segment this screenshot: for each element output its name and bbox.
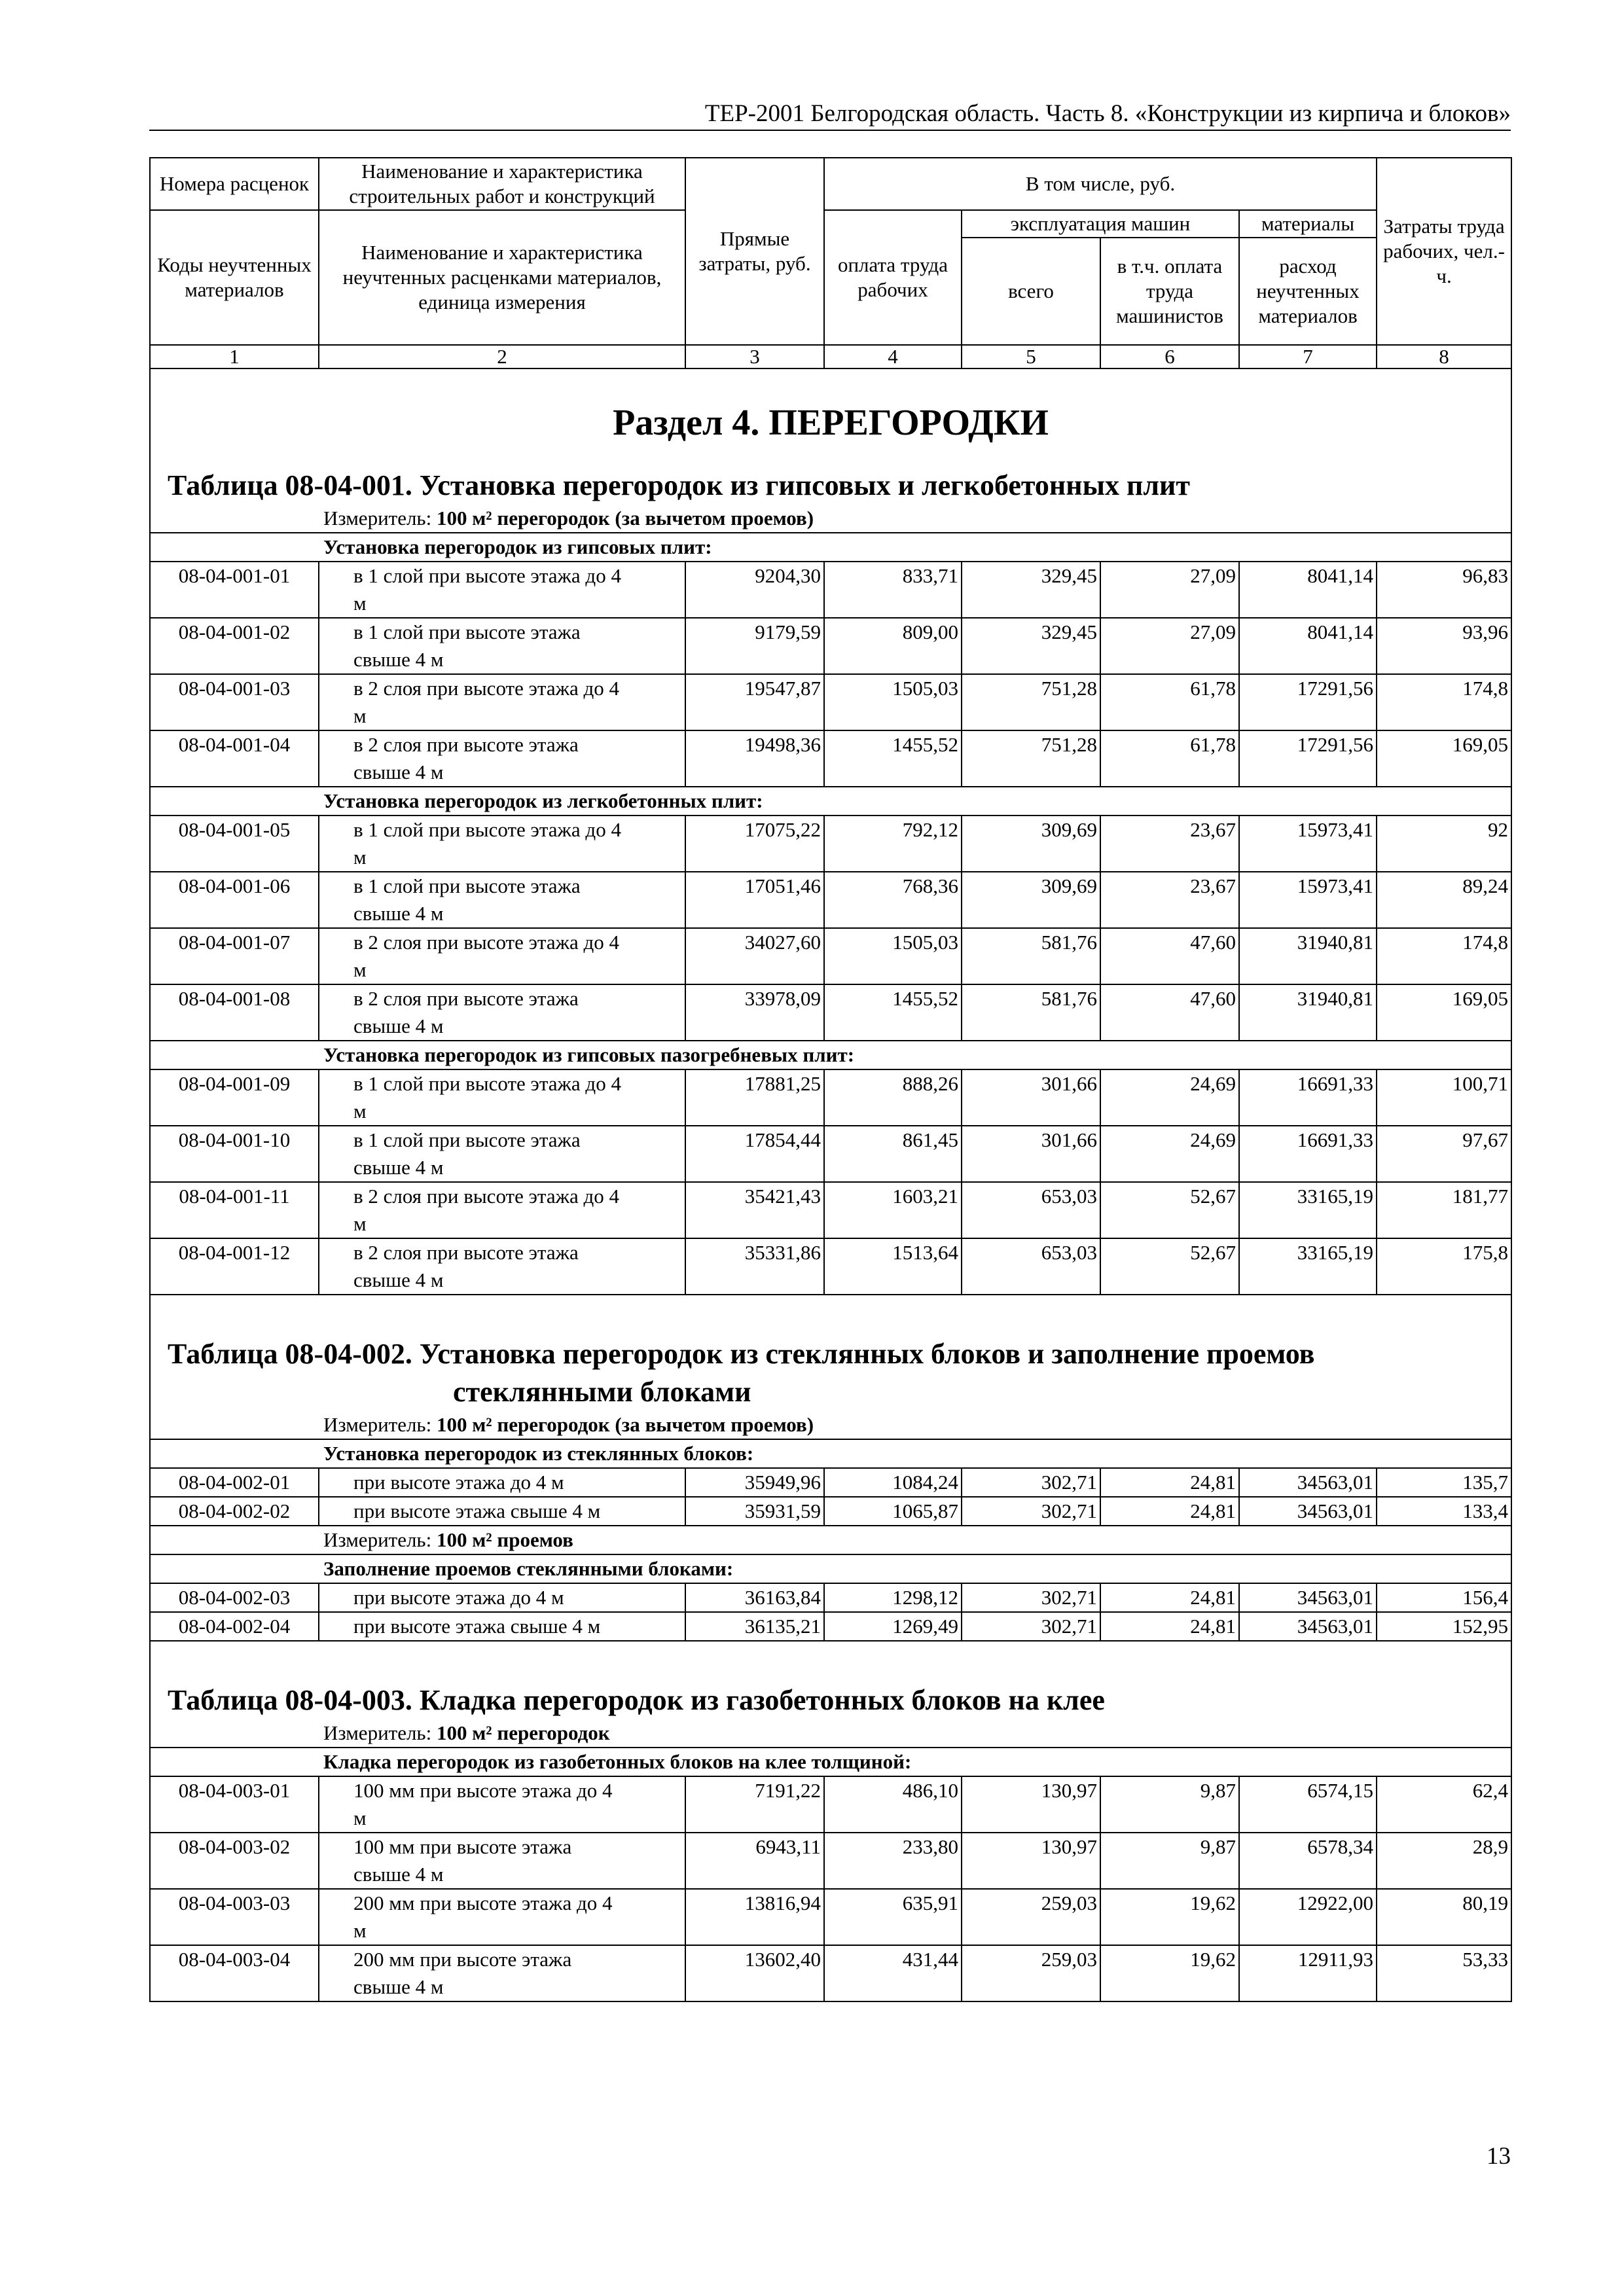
- value-mat: 34563,01: [1239, 1583, 1377, 1612]
- rate-code: 08-04-002-02: [150, 1497, 319, 1526]
- work-name: [319, 928, 685, 984]
- measure-value: 100 м² перегородок (за вычетом проемов): [436, 1413, 814, 1436]
- value-mat: 6574,15: [1239, 1776, 1377, 1833]
- value-mach-labor: 61,78: [1100, 730, 1239, 787]
- work-name-line: свыше 4 м: [353, 1268, 444, 1291]
- table-row: [150, 984, 1511, 1041]
- value-labor: 1455,52: [824, 984, 962, 1041]
- value-mach-labor: 23,67: [1100, 872, 1239, 928]
- col-number: 4: [824, 345, 962, 368]
- table-row: [150, 674, 1511, 730]
- table-row: [150, 1497, 1511, 1526]
- value-direct: 36163,84: [685, 1583, 824, 1612]
- value-mat: 31940,81: [1239, 928, 1377, 984]
- value-mach: 581,76: [962, 928, 1100, 984]
- rate-code: 08-04-001-10: [150, 1126, 319, 1182]
- value-hours: 89,24: [1377, 872, 1511, 928]
- value-labor: 1513,64: [824, 1238, 962, 1295]
- col-number: 2: [319, 345, 685, 368]
- value-mach-labor: 27,09: [1100, 562, 1239, 618]
- value-mach-labor: 23,67: [1100, 816, 1239, 872]
- value-hours: 93,96: [1377, 618, 1511, 674]
- work-name-line: м: [353, 1919, 367, 1942]
- work-name-line: м: [353, 846, 367, 869]
- value-direct: 17075,22: [685, 816, 824, 872]
- work-name-line: в 1 слой при высоте этажа до 4: [353, 564, 621, 587]
- value-hours: 152,95: [1377, 1612, 1511, 1641]
- table-row: [150, 1612, 1511, 1641]
- value-mach: 302,71: [962, 1612, 1100, 1641]
- value-hours: 156,4: [1377, 1583, 1511, 1612]
- value-mat: 12922,00: [1239, 1889, 1377, 1945]
- work-name-line: при высоте этажа свыше 4 м: [353, 1615, 601, 1638]
- work-name: [319, 674, 685, 730]
- table-row: [150, 1776, 1511, 1833]
- work-name: [319, 1069, 685, 1126]
- page-number: 13: [1487, 2143, 1511, 2170]
- work-name-line: в 2 слоя при высоте этажа: [353, 1241, 579, 1264]
- work-name-line: м: [353, 1212, 367, 1235]
- running-header: ТЕР-2001 Белгородская область. Часть 8. «Конструкции из кирпича и блоков»: [704, 100, 1511, 127]
- value-mach: 301,66: [962, 1069, 1100, 1126]
- value-direct: 35421,43: [685, 1182, 824, 1238]
- work-name-line: 100 мм при высоте этажа: [353, 1835, 572, 1858]
- value-mach: 653,03: [962, 1182, 1100, 1238]
- rate-code: 08-04-001-01: [150, 562, 319, 618]
- value-direct: 9179,59: [685, 618, 824, 674]
- rate-code: 08-04-001-06: [150, 872, 319, 928]
- value-direct: 19547,87: [685, 674, 824, 730]
- measure-value: 100 м² перегородок (за вычетом проемов): [436, 507, 814, 529]
- col-number: 6: [1100, 345, 1239, 368]
- table-row: [150, 928, 1511, 984]
- work-name: [319, 872, 685, 928]
- value-mach: 259,03: [962, 1889, 1100, 1945]
- col5-header: всего: [962, 238, 1100, 345]
- measure-row: [150, 1719, 1511, 1748]
- table-title-row: [150, 1641, 1511, 1719]
- measure-value: 100 м² перегородок: [436, 1721, 610, 1744]
- value-mat: 34563,01: [1239, 1497, 1377, 1526]
- work-name: [319, 1468, 685, 1497]
- work-name-line: при высоте этажа до 4 м: [353, 1471, 564, 1494]
- section-title: Раздел 4. ПЕРЕГОРОДКИ: [613, 403, 1049, 443]
- table-row: [150, 1126, 1511, 1182]
- value-direct: 35949,96: [685, 1468, 824, 1497]
- value-hours: 181,77: [1377, 1182, 1511, 1238]
- work-name-line: в 1 слой при высоте этажа: [353, 874, 581, 897]
- value-direct: 33978,09: [685, 984, 824, 1041]
- col2-header-top: Наименование и характеристика строительных работ и конструкций: [319, 158, 685, 210]
- rate-code: 08-04-001-04: [150, 730, 319, 787]
- work-name-line: м: [353, 592, 367, 615]
- value-mach-labor: 52,67: [1100, 1238, 1239, 1295]
- table-title-row: [150, 1295, 1511, 1373]
- rate-code: 08-04-003-02: [150, 1833, 319, 1889]
- value-hours: 53,33: [1377, 1945, 1511, 2001]
- col1-header-top: Номера расценок: [150, 158, 319, 210]
- work-name-line: в 2 слоя при высоте этажа: [353, 987, 579, 1010]
- table-row: [150, 1583, 1511, 1612]
- value-mat: 12911,93: [1239, 1945, 1377, 2001]
- value-mach-labor: 52,67: [1100, 1182, 1239, 1238]
- value-direct: 13602,40: [685, 1945, 824, 2001]
- rate-code: 08-04-002-03: [150, 1583, 319, 1612]
- value-labor: 431,44: [824, 1945, 962, 2001]
- work-name-line: в 1 слой при высоте этажа: [353, 1128, 581, 1151]
- group-header-row: [150, 787, 1511, 816]
- machines-header: эксплуатация машин: [962, 210, 1239, 238]
- value-mach-labor: 9,87: [1100, 1776, 1239, 1833]
- work-name-line: в 2 слоя при высоте этажа: [353, 733, 579, 756]
- work-name: [319, 984, 685, 1041]
- work-name-line: свыше 4 м: [353, 1863, 444, 1886]
- value-mach: 302,71: [962, 1497, 1100, 1526]
- value-mach-labor: 47,60: [1100, 984, 1239, 1041]
- value-mach: 130,97: [962, 1776, 1100, 1833]
- value-hours: 174,8: [1377, 928, 1511, 984]
- work-name: [319, 1612, 685, 1641]
- value-labor: 233,80: [824, 1833, 962, 1889]
- value-hours: 133,4: [1377, 1497, 1511, 1526]
- value-mat: 33165,19: [1239, 1182, 1377, 1238]
- value-mach: 581,76: [962, 984, 1100, 1041]
- col7-header: расход неучтенных материалов: [1239, 238, 1377, 345]
- measure-label: Измеритель:: [323, 1413, 432, 1436]
- incl-header: В том числе, руб.: [824, 158, 1377, 210]
- value-mat: 31940,81: [1239, 984, 1377, 1041]
- value-labor: 792,12: [824, 816, 962, 872]
- measure-label: Измеритель:: [323, 507, 432, 529]
- work-name-line: м: [353, 958, 367, 981]
- group-header-row: [150, 1554, 1511, 1583]
- measure-label: Измеритель:: [323, 1528, 432, 1551]
- value-mat: 16691,33: [1239, 1126, 1377, 1182]
- table-row: [150, 1833, 1511, 1889]
- value-mach-labor: 9,87: [1100, 1833, 1239, 1889]
- table-title: Таблица 08-04-001. Установка перегородок из гипсовых и легкобетонных плит: [168, 469, 1190, 501]
- value-hours: 28,9: [1377, 1833, 1511, 1889]
- table-row: [150, 872, 1511, 928]
- rate-code: 08-04-001-07: [150, 928, 319, 984]
- measure-row: [150, 1411, 1511, 1439]
- value-mach: 653,03: [962, 1238, 1100, 1295]
- col3-header: Прямые затраты, руб.: [685, 158, 824, 345]
- rate-code: 08-04-001-09: [150, 1069, 319, 1126]
- value-hours: 100,71: [1377, 1069, 1511, 1126]
- work-name-line: в 2 слоя при высоте этажа до 4: [353, 677, 620, 700]
- work-name-line: м: [353, 1100, 367, 1122]
- rate-code: 08-04-001-11: [150, 1182, 319, 1238]
- value-mat: 8041,14: [1239, 618, 1377, 674]
- value-direct: 35331,86: [685, 1238, 824, 1295]
- work-name: [319, 1126, 685, 1182]
- table-row: [150, 618, 1511, 674]
- rate-code: 08-04-003-01: [150, 1776, 319, 1833]
- work-name-line: 200 мм при высоте этажа: [353, 1948, 572, 1971]
- value-mach-labor: 24,81: [1100, 1583, 1239, 1612]
- value-labor: 888,26: [824, 1069, 962, 1126]
- table-row: [150, 1468, 1511, 1497]
- value-labor: 1505,03: [824, 928, 962, 984]
- work-name-line: в 1 слой при высоте этажа до 4: [353, 1072, 621, 1095]
- measure-row: [150, 505, 1511, 533]
- value-labor: 1269,49: [824, 1612, 962, 1641]
- value-direct: 19498,36: [685, 730, 824, 787]
- value-hours: 135,7: [1377, 1468, 1511, 1497]
- table-row: [150, 562, 1511, 618]
- col6-header: в т.ч. оплата труда машинистов: [1100, 238, 1239, 345]
- work-name-line: в 2 слоя при высоте этажа до 4: [353, 1185, 620, 1208]
- col-number: 8: [1377, 345, 1511, 368]
- value-mach: 309,69: [962, 816, 1100, 872]
- value-mat: 6578,34: [1239, 1833, 1377, 1889]
- value-direct: 17051,46: [685, 872, 824, 928]
- work-name: [319, 1833, 685, 1889]
- value-mach-labor: 24,69: [1100, 1069, 1239, 1126]
- col2-header-bottom: Наименование и характеристика неучтенных расценками материалов, единица измерения: [319, 210, 685, 345]
- value-labor: 809,00: [824, 618, 962, 674]
- value-mat: 8041,14: [1239, 562, 1377, 618]
- value-hours: 80,19: [1377, 1889, 1511, 1945]
- value-mach: 302,71: [962, 1583, 1100, 1612]
- rate-code: 08-04-003-03: [150, 1889, 319, 1945]
- col-number: 5: [962, 345, 1100, 368]
- value-mat: 17291,56: [1239, 730, 1377, 787]
- value-hours: 92: [1377, 816, 1511, 872]
- work-name-line: свыше 4 м: [353, 1014, 444, 1037]
- value-hours: 96,83: [1377, 562, 1511, 618]
- value-mach-labor: 61,78: [1100, 674, 1239, 730]
- work-name: [319, 618, 685, 674]
- value-hours: 174,8: [1377, 674, 1511, 730]
- value-labor: 768,36: [824, 872, 962, 928]
- table-row: [150, 1069, 1511, 1126]
- work-name: [319, 1776, 685, 1833]
- col-number: 3: [685, 345, 824, 368]
- column-numbers-row: [150, 345, 1511, 368]
- work-name-line: м: [353, 1806, 367, 1829]
- rate-code: 08-04-001-08: [150, 984, 319, 1041]
- work-name: [319, 562, 685, 618]
- table-title: Таблица 08-04-003. Кладка перегородок из газобетонных блоков на клее: [168, 1684, 1105, 1716]
- value-hours: 62,4: [1377, 1776, 1511, 1833]
- work-name-line: в 2 слоя при высоте этажа до 4: [353, 931, 620, 954]
- table-row: [150, 1182, 1511, 1238]
- value-labor: 1505,03: [824, 674, 962, 730]
- value-labor: 1065,87: [824, 1497, 962, 1526]
- work-name: [319, 730, 685, 787]
- table-row: [150, 1945, 1511, 2001]
- col-number: 1: [150, 345, 319, 368]
- value-labor: 1455,52: [824, 730, 962, 787]
- value-labor: 833,71: [824, 562, 962, 618]
- value-mach: 259,03: [962, 1945, 1100, 2001]
- table-title-row: [150, 452, 1511, 505]
- measure-value: 100 м² проемов: [436, 1528, 573, 1551]
- work-name: [319, 1945, 685, 2001]
- group-header-row: [150, 533, 1511, 562]
- value-direct: 9204,30: [685, 562, 824, 618]
- col-number: 7: [1239, 345, 1377, 368]
- value-mach: 751,28: [962, 730, 1100, 787]
- value-mach: 130,97: [962, 1833, 1100, 1889]
- value-mach-labor: 24,81: [1100, 1612, 1239, 1641]
- work-name: [319, 816, 685, 872]
- materials-header: материалы: [1239, 210, 1377, 238]
- work-name-line: при высоте этажа свыше 4 м: [353, 1499, 601, 1522]
- col1-header-bottom: Коды неучтенных материалов: [150, 210, 319, 345]
- rate-code: 08-04-001-05: [150, 816, 319, 872]
- value-labor: 635,91: [824, 1889, 962, 1945]
- value-labor: 1603,21: [824, 1182, 962, 1238]
- header-divider: [149, 130, 1511, 131]
- value-mat: 15973,41: [1239, 816, 1377, 872]
- value-direct: 35931,59: [685, 1497, 824, 1526]
- group-label: Кладка перегородок из газобетонных блоков на клее толщиной:: [150, 1748, 1511, 1776]
- value-mach-labor: 19,62: [1100, 1889, 1239, 1945]
- rate-code: 08-04-002-01: [150, 1468, 319, 1497]
- work-name-line: свыше 4 м: [353, 648, 444, 671]
- table-title-row: [150, 1373, 1511, 1411]
- rate-code: 08-04-001-02: [150, 618, 319, 674]
- group-label: Установка перегородок из легкобетонных плит:: [150, 787, 1511, 816]
- group-header-row: [150, 1041, 1511, 1069]
- value-mach-labor: 24,81: [1100, 1468, 1239, 1497]
- value-labor: 861,45: [824, 1126, 962, 1182]
- col8-header: Затраты труда рабочих, чел.-ч.: [1377, 158, 1511, 345]
- value-mat: 16691,33: [1239, 1069, 1377, 1126]
- work-name: [319, 1182, 685, 1238]
- rate-code: 08-04-002-04: [150, 1612, 319, 1641]
- value-direct: 17881,25: [685, 1069, 824, 1126]
- value-mach: 329,45: [962, 618, 1100, 674]
- rates-table: [149, 157, 1512, 2002]
- value-mach-labor: 27,09: [1100, 618, 1239, 674]
- table-row: [150, 1238, 1511, 1295]
- work-name-line: свыше 4 м: [353, 761, 444, 783]
- value-hours: 169,05: [1377, 730, 1511, 787]
- measure-label: Измеритель:: [323, 1721, 432, 1744]
- value-mach-labor: 24,69: [1100, 1126, 1239, 1182]
- value-direct: 34027,60: [685, 928, 824, 984]
- work-name: [319, 1889, 685, 1945]
- value-mat: 33165,19: [1239, 1238, 1377, 1295]
- work-name-line: 100 мм при высоте этажа до 4: [353, 1779, 613, 1802]
- table-row: [150, 816, 1511, 872]
- rate-code: 08-04-003-04: [150, 1945, 319, 2001]
- value-direct: 7191,22: [685, 1776, 824, 1833]
- group-label: Установка перегородок из стеклянных блоков:: [150, 1439, 1511, 1468]
- table-row: [150, 1889, 1511, 1945]
- value-direct: 6943,11: [685, 1833, 824, 1889]
- work-name-line: в 1 слой при высоте этажа до 4: [353, 818, 621, 841]
- value-direct: 36135,21: [685, 1612, 824, 1641]
- value-mach: 751,28: [962, 674, 1100, 730]
- rate-code: 08-04-001-12: [150, 1238, 319, 1295]
- group-label: Установка перегородок из гипсовых плит:: [150, 533, 1511, 562]
- value-mat: 34563,01: [1239, 1468, 1377, 1497]
- col4-header: оплата труда рабочих: [824, 210, 962, 345]
- work-name: [319, 1583, 685, 1612]
- value-direct: 13816,94: [685, 1889, 824, 1945]
- work-name-line: свыше 4 м: [353, 1156, 444, 1179]
- value-mach: 302,71: [962, 1468, 1100, 1497]
- value-mach: 309,69: [962, 872, 1100, 928]
- group-label: Установка перегородок из гипсовых пазогребневых плит:: [150, 1041, 1511, 1069]
- value-hours: 175,8: [1377, 1238, 1511, 1295]
- value-mat: 15973,41: [1239, 872, 1377, 928]
- table-title: Таблица 08-04-002. Установка перегородок из стеклянных блоков и заполнение проемов: [168, 1338, 1315, 1370]
- group-header-row: [150, 1439, 1511, 1468]
- value-labor: 1298,12: [824, 1583, 962, 1612]
- work-name-line: свыше 4 м: [353, 1975, 444, 1998]
- work-name-line: свыше 4 м: [353, 902, 444, 925]
- table-row: [150, 730, 1511, 787]
- work-name: [319, 1238, 685, 1295]
- value-mach: 301,66: [962, 1126, 1100, 1182]
- rate-code: 08-04-001-03: [150, 674, 319, 730]
- work-name-line: 200 мм при высоте этажа до 4: [353, 1892, 613, 1914]
- value-hours: 97,67: [1377, 1126, 1511, 1182]
- work-name: [319, 1497, 685, 1526]
- work-name-line: в 1 слой при высоте этажа: [353, 620, 581, 643]
- value-labor: 486,10: [824, 1776, 962, 1833]
- value-mach-labor: 19,62: [1100, 1945, 1239, 2001]
- table-title: стеклянными блоками: [453, 1376, 751, 1408]
- value-mach: 329,45: [962, 562, 1100, 618]
- value-mat: 17291,56: [1239, 674, 1377, 730]
- work-name-line: при высоте этажа до 4 м: [353, 1586, 564, 1609]
- value-mach-labor: 47,60: [1100, 928, 1239, 984]
- measure-row: [150, 1526, 1511, 1554]
- value-direct: 17854,44: [685, 1126, 824, 1182]
- work-name-line: м: [353, 704, 367, 727]
- group-header-row: [150, 1748, 1511, 1776]
- value-mach-labor: 24,81: [1100, 1497, 1239, 1526]
- value-labor: 1084,24: [824, 1468, 962, 1497]
- value-mat: 34563,01: [1239, 1612, 1377, 1641]
- value-hours: 169,05: [1377, 984, 1511, 1041]
- group-label: Заполнение проемов стеклянными блоками:: [150, 1554, 1511, 1583]
